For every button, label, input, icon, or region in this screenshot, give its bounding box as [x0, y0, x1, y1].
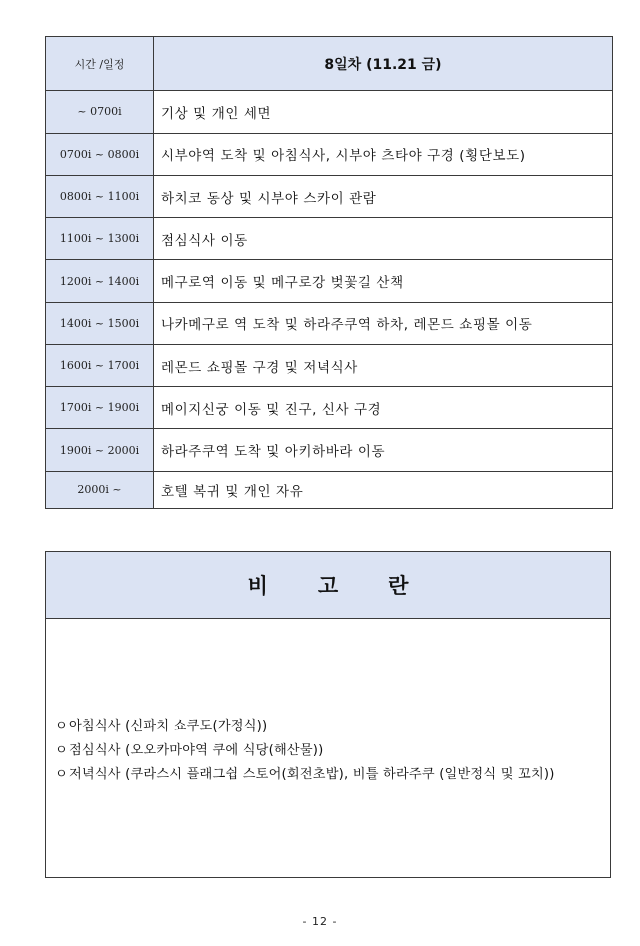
- schedule-activity: 레몬드 쇼핑몰 구경 및 저녁식사: [154, 344, 613, 386]
- schedule-activity: 메이지신궁 이동 및 진구, 신사 구경: [154, 387, 613, 429]
- schedule-row: [46, 175, 613, 217]
- remarks-item-text: 점심식사 (오오카마야역 쿠에 식당(해산물)): [68, 743, 324, 758]
- remarks-list: [55, 715, 606, 787]
- remarks-item-text: 저녁식사 (쿠라스시 플래그쉽 스토어(회전초밥), 비틀 하라주쿠 (일반정식 및 꼬치)): [68, 767, 555, 782]
- remarks-title: 비고란: [46, 552, 610, 619]
- schedule-activity: 기상 및 개인 세면: [154, 91, 613, 133]
- remarks-item-lunch: [55, 739, 606, 763]
- schedule-row: [46, 471, 613, 508]
- schedule-time: 1200i ~ 1400i: [46, 260, 154, 302]
- schedule-row: [46, 91, 613, 133]
- bullet-marker: ㅇ: [55, 767, 68, 782]
- schedule-time: 1900i ~ 2000i: [46, 429, 154, 471]
- schedule-row: [46, 302, 613, 344]
- schedule-row: [46, 133, 613, 175]
- schedule-header-row: [46, 37, 613, 91]
- schedule-row: [46, 429, 613, 471]
- remarks-item-breakfast: [55, 715, 606, 739]
- schedule-activity: 나카메구로 역 도착 및 하라주쿠역 하차, 레몬드 쇼핑몰 이동: [154, 302, 613, 344]
- schedule-activity: 하라주쿠역 도착 및 아키하바라 이동: [154, 429, 613, 471]
- remarks-item-text: 아침식사 (신파치 쇼쿠도(가정식)): [68, 719, 268, 734]
- schedule-activity: 호텔 복귀 및 개인 자유: [154, 471, 613, 508]
- schedule-table: [45, 36, 613, 509]
- schedule-row: [46, 218, 613, 260]
- schedule-activity: 점심식사 이동: [154, 218, 613, 260]
- day-header: 8일차 (11.21 금): [154, 37, 613, 91]
- schedule-row: [46, 387, 613, 429]
- bullet-marker: ㅇ: [55, 743, 68, 758]
- bullet-marker: ㅇ: [55, 719, 68, 734]
- schedule-activity: 시부야역 도착 및 아침식사, 시부야 츠타야 구경 (횡단보도): [154, 133, 613, 175]
- schedule-time: 1600i ~ 1700i: [46, 344, 154, 386]
- schedule-time: ~ 0700i: [46, 91, 154, 133]
- schedule-time: 1700i ~ 1900i: [46, 387, 154, 429]
- schedule-time: 1100i ~ 1300i: [46, 218, 154, 260]
- schedule-time: 2000i ~: [46, 471, 154, 508]
- schedule-activity: 메구로역 이동 및 메구로강 벚꽃길 산책: [154, 260, 613, 302]
- remarks-box: [45, 551, 611, 878]
- remarks-item-dinner: [55, 763, 606, 787]
- schedule-time: 0700i ~ 0800i: [46, 133, 154, 175]
- schedule-row: [46, 344, 613, 386]
- schedule-row: [46, 260, 613, 302]
- time-column-header: 시간 /일정: [46, 37, 154, 91]
- page-number: - 12 -: [302, 915, 338, 928]
- schedule-time: 0800i ~ 1100i: [46, 175, 154, 217]
- schedule-activity: 하치코 동상 및 시부야 스카이 관람: [154, 175, 613, 217]
- schedule-time: 1400i ~ 1500i: [46, 302, 154, 344]
